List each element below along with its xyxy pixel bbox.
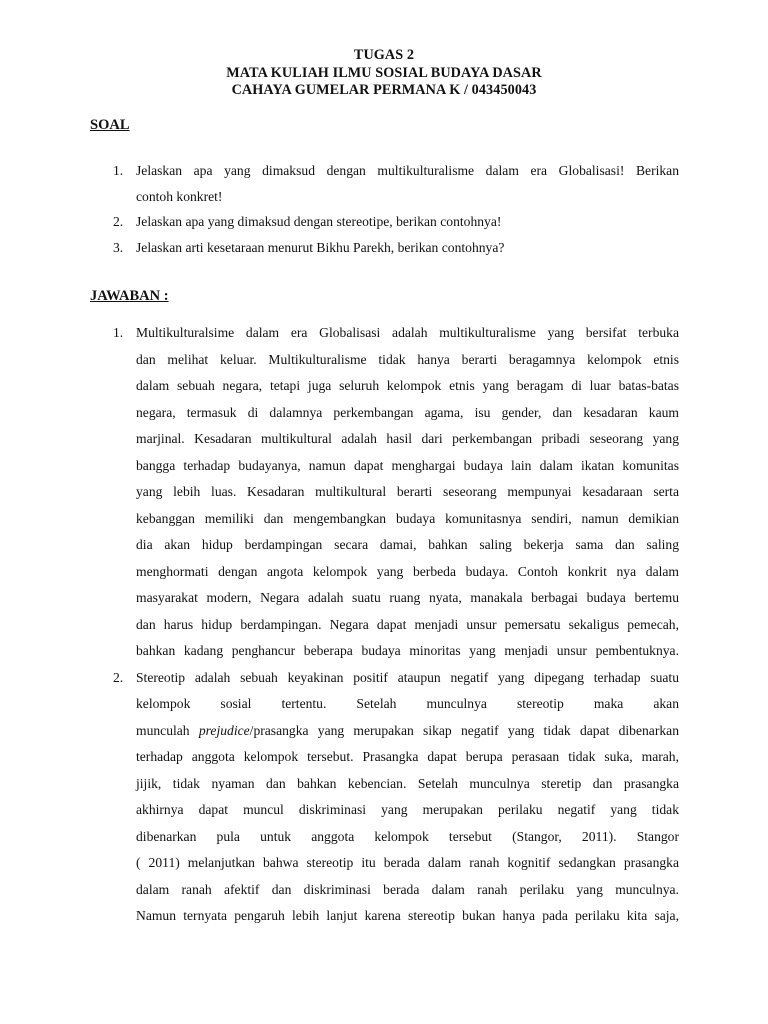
answer-line: dan melihat keluar. Multikulturalisme tidak hanya berarti beragamnya kelompok etnis: [136, 351, 679, 367]
answer-line: Stereotip adalah sebuah keyakinan positif ataupun negatif yang dipegang terhadap suatu: [136, 669, 679, 685]
question-item: [113, 209, 679, 235]
answer-line: [136, 718, 679, 745]
prejudice-term: prejudice: [198, 722, 250, 738]
student-name-id: CAHAYA GUMELAR PERMANA K / 043450043: [231, 82, 537, 98]
question-text: Jelaskan apa yang dimaksud dengan stereotipe, berikan contohnya!: [136, 214, 502, 229]
jawaban-heading: JAWABAN :: [90, 288, 169, 304]
answer-line: Multikulturalsime dalam era Globalisasi adalah multikulturalisme yang bersifat terbuka: [136, 325, 679, 340]
answer-line: masyarakat modern, Negara adalah suatu ruang nyata, manakala berbagai budaya bertemu: [136, 590, 679, 605]
answer-line: negara, termasuk di dalamnya perkembangan agama, isu gender, dan kesadaran kaum: [136, 404, 679, 420]
answer-line: akhirnya dapat muncul diskriminasi yang merupakan perilaku negatif yang tidak: [136, 802, 679, 817]
list-number: 2.: [113, 669, 124, 685]
question-text: Jelaskan arti kesetaraan menurut Bikhu Parekh, berikan contohnya?: [136, 239, 505, 255]
assignment-title: TUGAS 2: [353, 47, 415, 63]
document-header: [0, 47, 768, 100]
answer-line: menghormati dengan angota kelompok yang berbeda budaya. Contoh konkrit nya dalam: [136, 563, 679, 579]
soal-heading: SOAL: [90, 117, 130, 133]
answer-text: munculah: [136, 722, 199, 738]
answer-line: terhadap anggota kelompok tersebut. Prasangka dapat berupa perasaan tidak suka, marah,: [136, 749, 679, 764]
list-number: 1.: [113, 163, 124, 178]
list-number: 3.: [113, 239, 124, 255]
answer-line: dibenarkan pula untuk anggota kelompok tersebut (Stangor, 2011). Stangor: [136, 828, 679, 844]
answer-line: kelompok sosial tertentu. Setelah munculnya stereotip maka akan: [136, 696, 679, 711]
answer-line: dalam ranah afektif dan diskriminasi berada dalam ranah perilaku yang munculnya.: [136, 881, 679, 897]
answer-line: jijik, tidak nyaman dan bahkan kebencian. Setelah munculnya steretip dan prasangka: [136, 775, 679, 791]
course-title: MATA KULIAH ILMU SOSIAL BUDAYA DASAR: [226, 64, 542, 81]
answer-list: [113, 320, 679, 930]
answer-line: dia akan hidup berdampingan secara damai, bahkan saling bekerja sama dan saling: [136, 537, 679, 552]
list-number: 2.: [113, 214, 124, 229]
answer-line: dalam sebuah negara, tetapi juga seluruh kelompok etnis yang beragam di luar batas-batas: [136, 378, 679, 393]
answer-line: dan harus hidup berdampingan. Negara dapat menjadi unsur pemersatu sekaligus pemecah,: [136, 616, 679, 632]
question-item: [113, 158, 679, 209]
answer-line: bahkan kadang penghancur beberapa budaya minoritas yang menjadi unsur pembentuknya.: [136, 643, 679, 658]
answer-line: Namun ternyata pengaruh lebih lanjut karena stereotip bukan hanya pada perilaku kita saja,: [136, 908, 679, 923]
question-text: Jelaskan apa yang dimaksud dengan multikulturalisme dalam era Globalisasi! Berikan: [136, 163, 679, 178]
question-list: [113, 158, 679, 260]
answer-line: bangga terhadap budayanya, namun dapat menghargai budaya lain dalam ikatan komunitas: [136, 457, 679, 473]
list-number: 1.: [113, 325, 124, 340]
answer-line: yang lebih luas. Kesadaran multikultural berarti seseorang mempunyai kesadaraan serta: [136, 484, 679, 499]
answer-line: ( 2011) melanjutkan bahwa stereotip itu berada dalam ranah kognitif sedangkan prasangka: [136, 855, 679, 870]
answer-line: kebanggan memiliki dan mengembangkan budaya komunitasnya sendiri, namun demikian: [136, 510, 679, 526]
answer-item: [113, 665, 679, 930]
answer-item: [113, 320, 679, 665]
answer-text: /prasangka yang merupakan sikap negatif yang tidak dapat dibenarkan: [249, 722, 679, 738]
answer-line: marjinal. Kesadaran multikultural adalah hasil dari perkembangan pribadi seseorang yang: [136, 431, 679, 446]
question-text: contoh konkret!: [136, 188, 223, 204]
question-item: [113, 235, 679, 261]
